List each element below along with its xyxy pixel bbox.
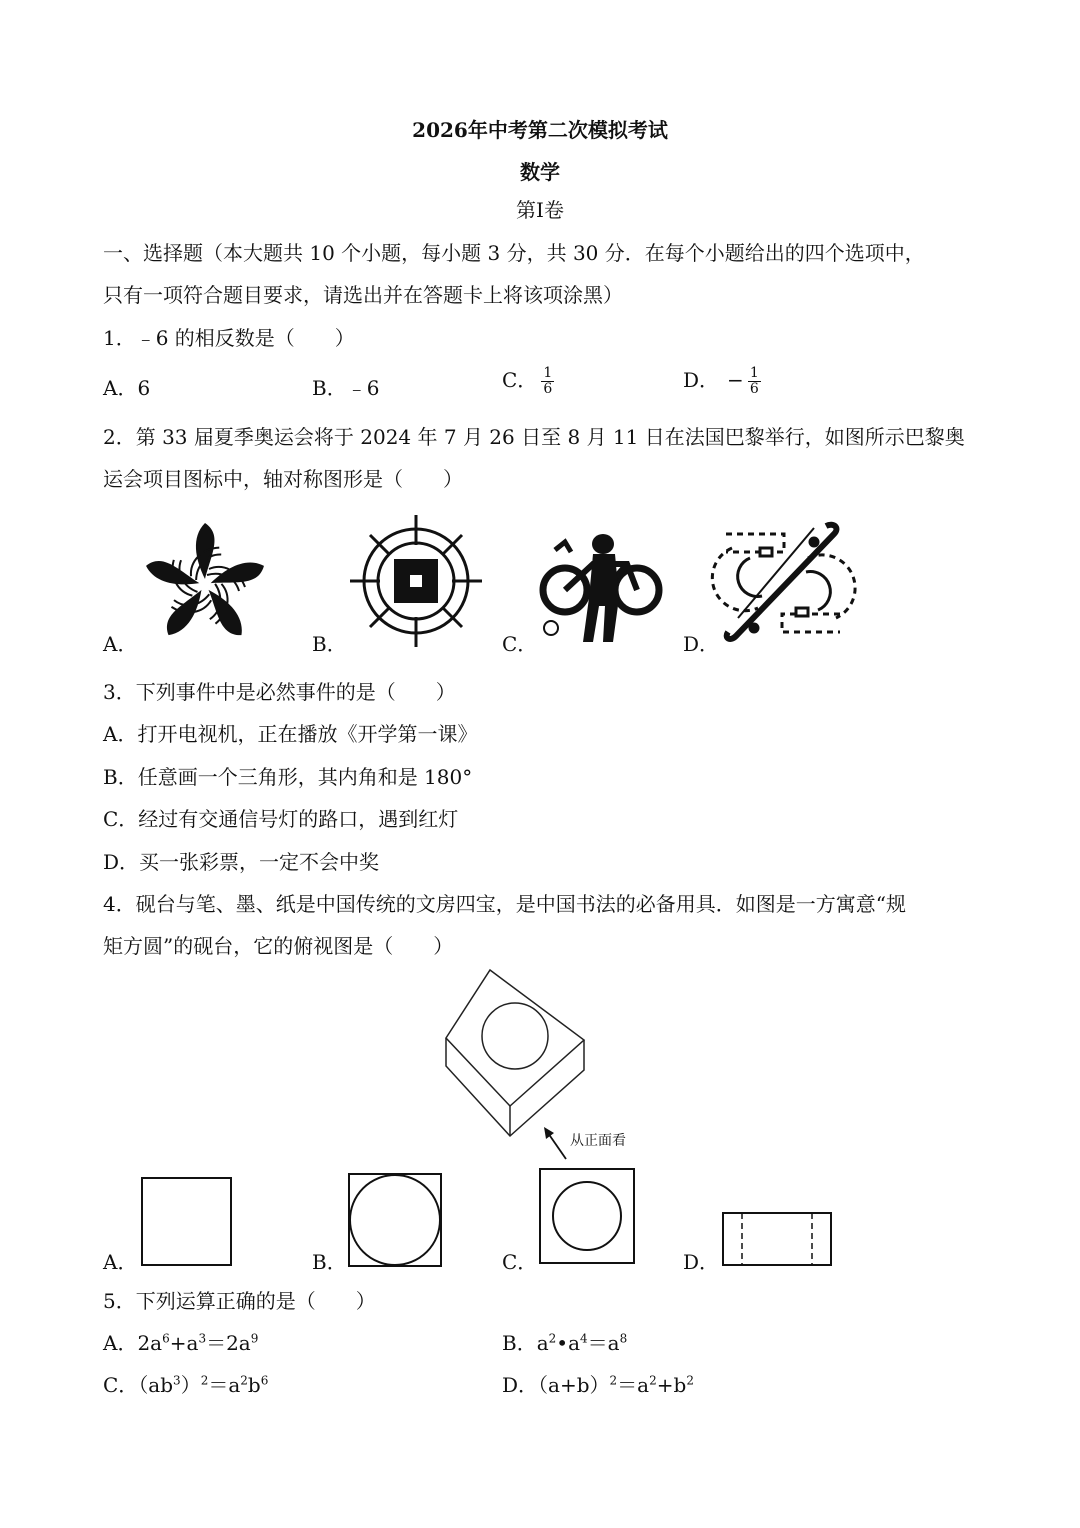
expr-part: +a bbox=[169, 1331, 199, 1355]
q1-option-a: A．6 bbox=[103, 376, 151, 400]
q1-option-b: B．﹣6 bbox=[312, 376, 380, 400]
q3-option-b: B．任意画一个三角形，其内角和是 180° bbox=[103, 765, 473, 789]
q1-option-d-fraction bbox=[748, 366, 761, 397]
q3-option-a: A．打开电视机，正在播放《开学第一课》 bbox=[103, 722, 478, 746]
q1-stem: 1．﹣6 的相反数是（ ） bbox=[103, 326, 355, 350]
expr-part: •a bbox=[556, 1331, 581, 1355]
expr-part: 2a bbox=[137, 1331, 163, 1355]
q5-option-d bbox=[502, 1373, 694, 1397]
q5-option-c bbox=[103, 1373, 268, 1397]
q2-stem-line1: 2．第 33 届夏季奥运会将于 2024 年 7 月 26 日至 8 月 11 日在法国巴黎举行，如图所示巴黎奥 bbox=[103, 425, 965, 449]
expr-part: （a+b） bbox=[538, 1373, 610, 1397]
exponent: 3 bbox=[198, 1331, 207, 1346]
q2-option-a-figure bbox=[140, 520, 270, 650]
q5-option-a bbox=[103, 1331, 258, 1355]
exponent: 4 bbox=[580, 1331, 588, 1346]
section-instructions-line1: 一、选择题（本大题共 10 个小题，每小题 3 分，共 30 分．在每个小题给出的四个选项中， bbox=[103, 241, 925, 265]
option-label: A． bbox=[103, 1331, 138, 1355]
q4-option-d-label: D． bbox=[683, 1250, 720, 1274]
exponent: 2 bbox=[649, 1373, 657, 1388]
q4-stem-line1: 4．砚台与笔、墨、纸是中国传统的文房四宝，是中国书法的必备用具．如图是一方寓意“规 bbox=[103, 892, 906, 916]
fraction-denominator: 6 bbox=[749, 381, 759, 397]
bicycle-carrier-icon bbox=[543, 534, 659, 642]
expr-part: +b bbox=[656, 1373, 687, 1397]
q2-option-b-label: B． bbox=[312, 632, 347, 656]
section-instructions-line2: 只有一项符合题目要求，请选出并在答题卡上将该项涂黑） bbox=[103, 283, 623, 307]
volume-title: 第Ⅰ卷 bbox=[516, 198, 564, 222]
exponent: 6 bbox=[260, 1373, 269, 1388]
view-direction-arrow bbox=[542, 1125, 570, 1161]
shooting-target-icon bbox=[350, 515, 482, 647]
exponent: 2 bbox=[200, 1373, 209, 1388]
hockey-icon bbox=[712, 525, 855, 639]
expr-part: （ab bbox=[138, 1373, 174, 1397]
pinwheel-icon bbox=[136, 523, 276, 659]
q2-option-a-label: A． bbox=[103, 632, 138, 656]
q1-option-c-label: C． bbox=[502, 368, 538, 392]
exponent: 2 bbox=[686, 1373, 694, 1388]
inkstone-3d-figure bbox=[440, 968, 590, 1138]
q1-option-d-label: D． bbox=[683, 368, 720, 392]
exponent: 9 bbox=[250, 1331, 259, 1346]
option-label: B． bbox=[502, 1331, 537, 1355]
q3-option-d: D．买一张彩票，一定不会中奖 bbox=[103, 850, 380, 874]
fraction-denominator: 6 bbox=[543, 381, 553, 397]
expr-part: ＝a bbox=[617, 1373, 650, 1397]
subject-title: 数学 bbox=[520, 160, 560, 184]
q1-option-d bbox=[683, 366, 761, 397]
expr-part: b bbox=[247, 1373, 261, 1397]
expr-part: ＝2a bbox=[206, 1331, 251, 1355]
expr-part: a bbox=[536, 1331, 549, 1355]
option-label: D． bbox=[502, 1373, 539, 1397]
q2-option-d-figure bbox=[718, 518, 848, 648]
q5-stem: 5．下列运算正确的是（ ） bbox=[103, 1289, 376, 1313]
q4-stem-line2: 矩方圆”的砚台，它的俯视图是（ ） bbox=[103, 934, 454, 958]
q4-option-a-figure bbox=[141, 1177, 233, 1267]
q4-option-c-figure bbox=[539, 1168, 635, 1264]
q4-option-b-figure bbox=[348, 1173, 442, 1267]
q3-option-c: C．经过有交通信号灯的路口，遇到红灯 bbox=[103, 807, 459, 831]
minus-sign: − bbox=[727, 368, 744, 392]
exponent: 2 bbox=[240, 1373, 248, 1388]
expr-part: ） bbox=[180, 1373, 201, 1397]
q3-stem: 3．下列事件中是必然事件的是（ ） bbox=[103, 680, 456, 704]
exponent: 6 bbox=[162, 1331, 170, 1346]
q1-option-c-fraction bbox=[541, 366, 554, 397]
q2-option-c-label: C． bbox=[502, 632, 538, 656]
exponent: 2 bbox=[548, 1331, 557, 1346]
q4-option-b-label: B． bbox=[312, 1250, 347, 1274]
exam-title: 2026年中考第二次模拟考试 bbox=[412, 118, 668, 142]
fraction-numerator: 1 bbox=[543, 365, 553, 381]
expr-part: ＝a bbox=[208, 1373, 241, 1397]
q4-option-d-figure bbox=[722, 1212, 834, 1268]
q2-option-b-figure bbox=[350, 515, 482, 647]
expr-part: ＝a bbox=[587, 1331, 620, 1355]
option-label: C． bbox=[103, 1373, 139, 1397]
q4-option-a-label: A． bbox=[103, 1250, 138, 1274]
exponent: 8 bbox=[619, 1331, 628, 1346]
q1-option-c bbox=[502, 366, 554, 397]
exponent: 2 bbox=[609, 1373, 618, 1388]
q2-stem-line2: 运会项目图标中，轴对称图形是（ ） bbox=[103, 467, 463, 491]
exponent: 3 bbox=[173, 1373, 181, 1388]
q2-option-d-label: D． bbox=[683, 632, 720, 656]
q5-option-b bbox=[502, 1331, 627, 1355]
fraction-numerator: 1 bbox=[749, 365, 759, 381]
q2-option-c-figure bbox=[535, 530, 665, 648]
q4-option-c-label: C． bbox=[502, 1250, 538, 1274]
view-direction-label: 从正面看 bbox=[570, 1133, 626, 1149]
